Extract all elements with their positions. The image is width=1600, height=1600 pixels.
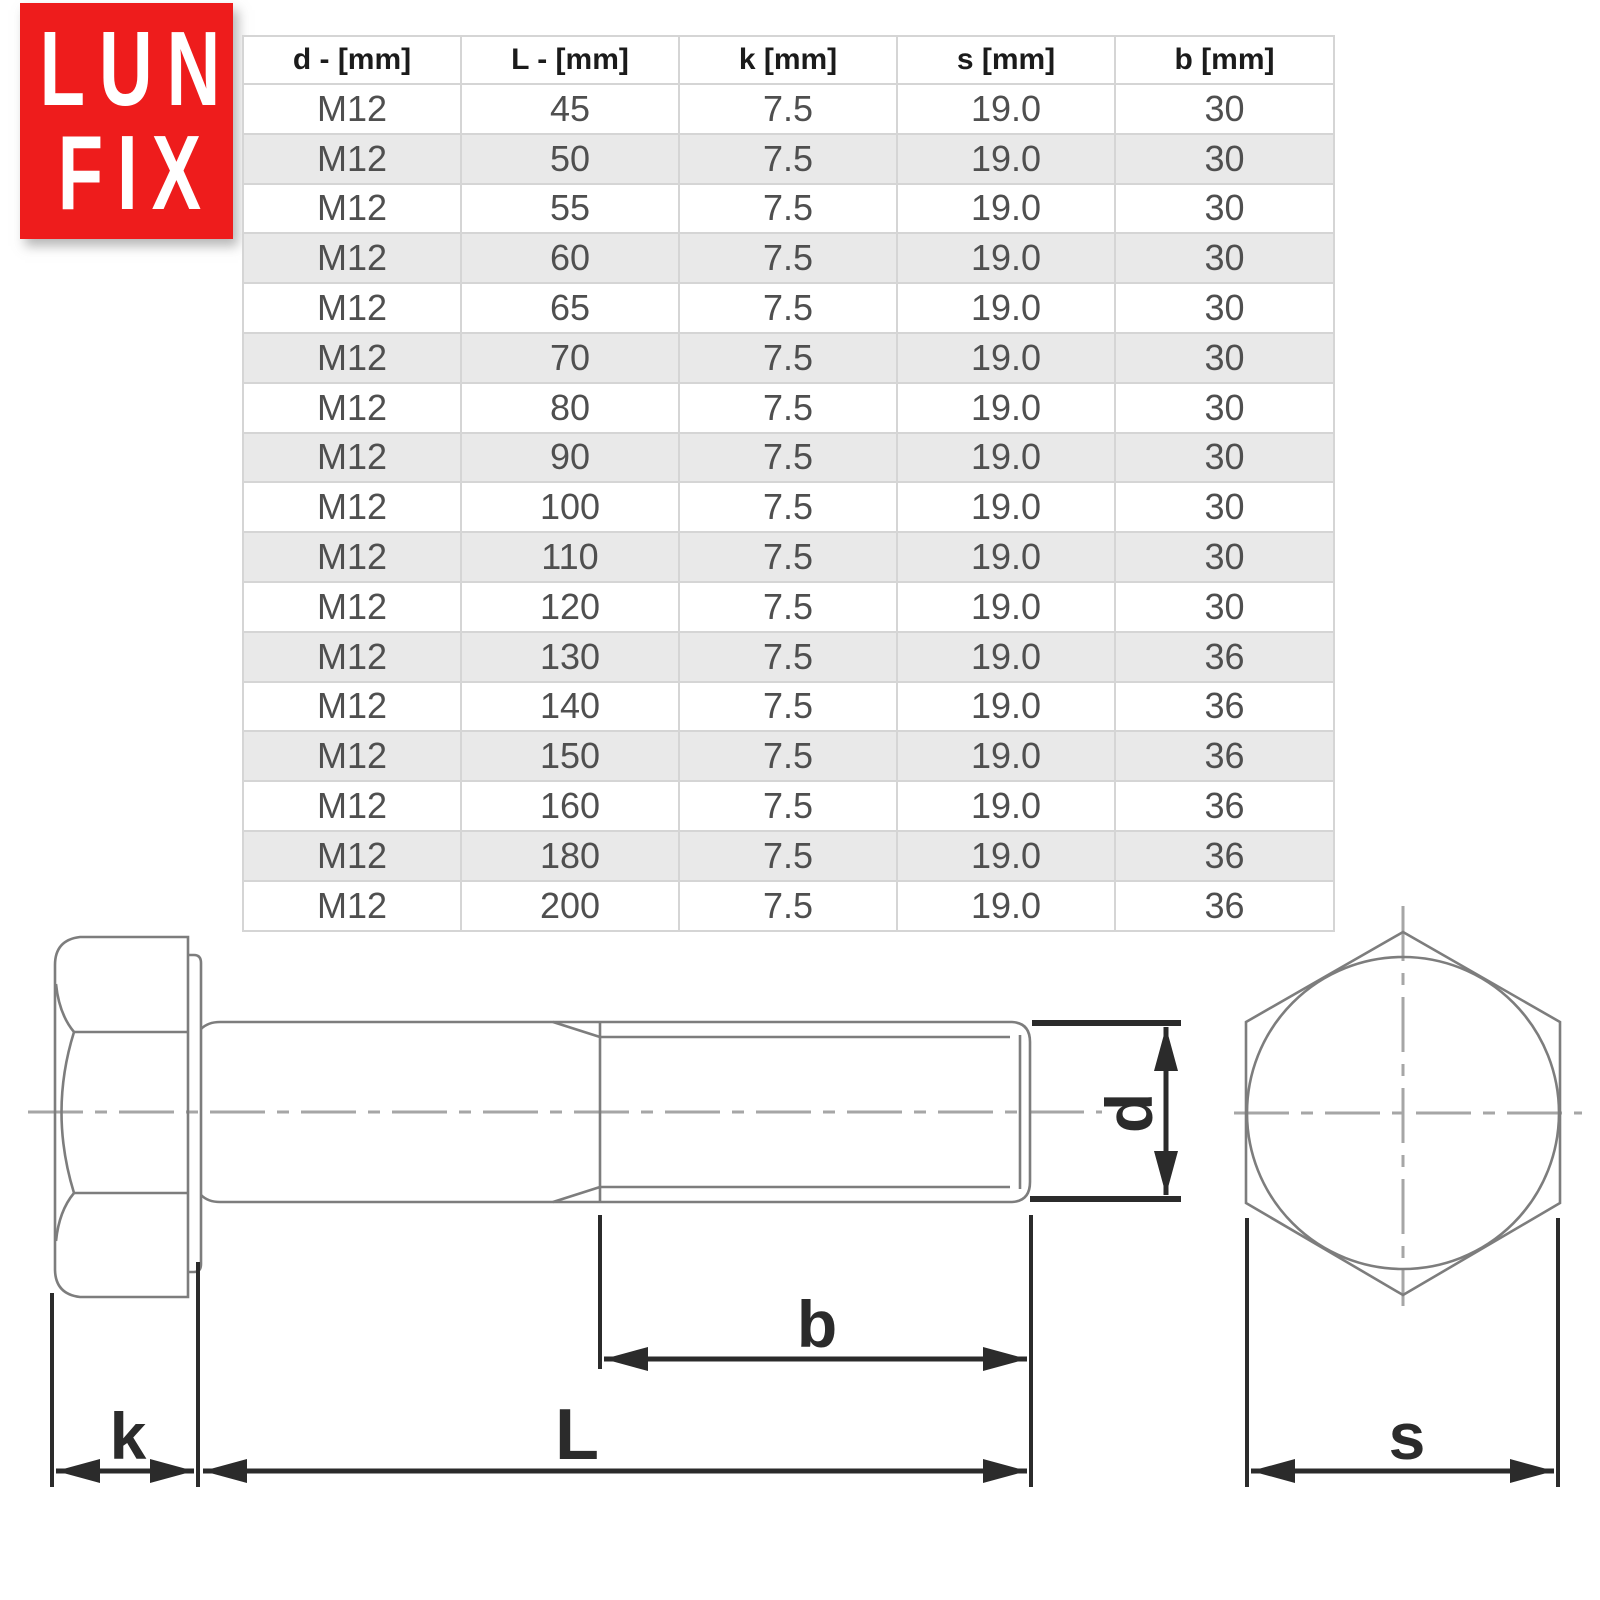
table-cell: 19.0 (897, 333, 1115, 383)
table-cell: 36 (1115, 682, 1334, 732)
table-cell: 45 (461, 84, 679, 134)
table-cell: 80 (461, 383, 679, 433)
table-cell: M12 (243, 283, 461, 333)
table-cell: 30 (1115, 233, 1334, 283)
table-cell: M12 (243, 333, 461, 383)
table-cell: 7.5 (679, 731, 897, 781)
table-cell: 36 (1115, 781, 1334, 831)
table-cell: 30 (1115, 433, 1334, 483)
table-cell: 30 (1115, 333, 1334, 383)
table-cell: 30 (1115, 283, 1334, 333)
table-cell: 55 (461, 184, 679, 234)
k-dimension-label: k (109, 1399, 147, 1473)
table-cell: 19.0 (897, 781, 1115, 831)
table-cell: M12 (243, 383, 461, 433)
table-cell: M12 (243, 134, 461, 184)
bolt-end-view (1234, 906, 1582, 1306)
table-cell: M12 (243, 682, 461, 732)
s-arrowhead-right (1510, 1459, 1554, 1483)
table-cell: M12 (243, 532, 461, 582)
d-arrowhead-up (1154, 1027, 1178, 1071)
table-header-cell: b [mm] (1115, 36, 1334, 84)
table-cell: 30 (1115, 532, 1334, 582)
table-header-cell: k [mm] (679, 36, 897, 84)
table-header-cell: L - [mm] (461, 36, 679, 84)
table-cell: 150 (461, 731, 679, 781)
table-cell: 19.0 (897, 134, 1115, 184)
table-cell: M12 (243, 184, 461, 234)
table-cell: 36 (1115, 632, 1334, 682)
table-cell: 19.0 (897, 283, 1115, 333)
table-cell: 160 (461, 781, 679, 831)
table-cell: 19.0 (897, 433, 1115, 483)
table-cell: 7.5 (679, 433, 897, 483)
table-cell: 70 (461, 333, 679, 383)
s-arrowhead-left (1251, 1459, 1295, 1483)
table-cell: 50 (461, 134, 679, 184)
b-arrowhead-right (983, 1347, 1027, 1371)
l-arrowhead-right (983, 1459, 1027, 1483)
table-cell: 7.5 (679, 632, 897, 682)
table-cell: 60 (461, 233, 679, 283)
table-cell: 130 (461, 632, 679, 682)
table-cell: 30 (1115, 84, 1334, 134)
table-cell: 7.5 (679, 283, 897, 333)
table-cell: 19.0 (897, 233, 1115, 283)
table-cell: 200 (461, 881, 679, 931)
table-cell: 7.5 (679, 134, 897, 184)
brand-logo-line1: LUN (39, 10, 234, 128)
table-cell: 36 (1115, 881, 1334, 931)
table-cell: 140 (461, 682, 679, 732)
table-cell: 19.0 (897, 831, 1115, 881)
table-cell: 90 (461, 433, 679, 483)
table-header-cell: s [mm] (897, 36, 1115, 84)
d-arrowhead-down (1154, 1151, 1178, 1195)
table-cell: M12 (243, 781, 461, 831)
table-cell: 30 (1115, 582, 1334, 632)
table-cell: 7.5 (679, 781, 897, 831)
table-cell: 30 (1115, 482, 1334, 532)
table-cell: 100 (461, 482, 679, 532)
table-cell: 65 (461, 283, 679, 333)
table-cell: M12 (243, 84, 461, 134)
table-cell: M12 (243, 632, 461, 682)
s-dimension-label: s (1388, 1399, 1426, 1473)
table-cell: M12 (243, 582, 461, 632)
table-cell: 19.0 (897, 632, 1115, 682)
table-cell: 180 (461, 831, 679, 881)
table-cell: M12 (243, 881, 461, 931)
table-cell: 7.5 (679, 881, 897, 931)
table-cell: 110 (461, 532, 679, 582)
table-cell: 36 (1115, 731, 1334, 781)
table-header-cell: d - [mm] (243, 36, 461, 84)
l-arrowhead-left (203, 1459, 247, 1483)
table-cell: 7.5 (679, 84, 897, 134)
k-arrowhead-right (150, 1459, 194, 1483)
table-cell: 7.5 (679, 184, 897, 234)
table-cell: 19.0 (897, 184, 1115, 234)
table-cell: 19.0 (897, 383, 1115, 433)
table-cell: M12 (243, 731, 461, 781)
table-cell: 19.0 (897, 84, 1115, 134)
table-cell: 7.5 (679, 532, 897, 582)
table-cell: 7.5 (679, 333, 897, 383)
bolt-side-view (28, 937, 1102, 1297)
k-arrowhead-left (56, 1459, 100, 1483)
table-cell: 19.0 (897, 482, 1115, 532)
table-cell: 7.5 (679, 582, 897, 632)
table-cell: 7.5 (679, 482, 897, 532)
table-cell: 30 (1115, 134, 1334, 184)
table-cell: M12 (243, 482, 461, 532)
bolt-head-outline (55, 937, 188, 1297)
table-cell: 19.0 (897, 532, 1115, 582)
table-cell: 19.0 (897, 881, 1115, 931)
table-cell: M12 (243, 433, 461, 483)
d-dimension-label: d (1092, 1092, 1166, 1134)
b-dimension-label: b (796, 1287, 838, 1361)
table-cell: 7.5 (679, 682, 897, 732)
l-dimension-label: L (555, 1395, 599, 1475)
table-cell: 36 (1115, 831, 1334, 881)
table-cell: 7.5 (679, 831, 897, 881)
table-cell: M12 (243, 831, 461, 881)
b-arrowhead-left (604, 1347, 648, 1371)
table-cell: M12 (243, 233, 461, 283)
table-cell: 30 (1115, 383, 1334, 433)
dimension-annotations (52, 1023, 1558, 1487)
table-cell: 19.0 (897, 731, 1115, 781)
table-cell: 19.0 (897, 582, 1115, 632)
table-cell: 7.5 (679, 383, 897, 433)
table-cell: 7.5 (679, 233, 897, 283)
brand-logo-line2: FIX (57, 114, 216, 232)
table-cell: 30 (1115, 184, 1334, 234)
table-cell: 120 (461, 582, 679, 632)
table-cell: 19.0 (897, 682, 1115, 732)
